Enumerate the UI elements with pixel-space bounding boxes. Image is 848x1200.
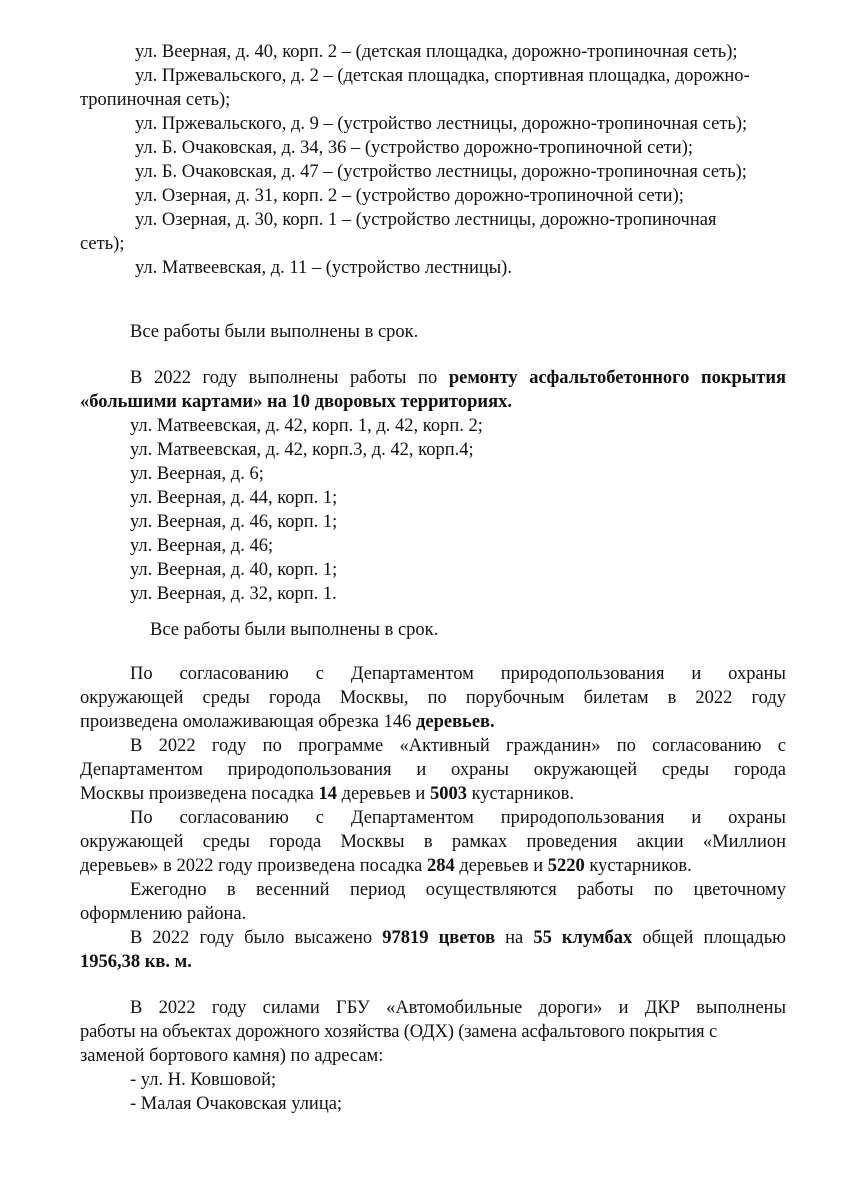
trim-paragraph-line: По согласованию с Департаментом природопользования и охраны: [130, 664, 786, 684]
address-line: ул. Озерная, д. 31, корп. 2 – (устройство дорожно-тропиночной сети);: [135, 186, 684, 206]
address-line: ул. Б. Очаковская, д. 34, 36 – (устройство дорожно-тропиночной сети);: [135, 138, 693, 158]
completion-note: Все работы были выполнены в срок.: [130, 322, 419, 342]
million-paragraph-line: деревьев» в 2022 году произведена посадка 284 деревьев и 5220 кустарников.: [80, 856, 692, 876]
flowers-paragraph-line: Ежегодно в весенний период осуществляются работы по цветочному: [130, 880, 786, 900]
address-line: ул. Веерная, д. 40, корп. 2 – (детская площадка, дорожно-тропиночная сеть);: [135, 42, 738, 62]
repair-paragraph-line: «большими картами» на 10 дворовых территориях.: [80, 392, 512, 412]
million-paragraph-line: По согласованию с Департаментом природопользования и охраны: [130, 808, 786, 828]
address-line-continuation: сеть);: [80, 234, 125, 254]
repair-address: ул. Веерная, д. 44, корп. 1;: [130, 488, 338, 508]
address-line: ул. Озерная, д. 30, корп. 1 – (устройство лестницы, дорожно-тропиночная: [135, 210, 717, 230]
beds-paragraph-line: В 2022 году было высажено 97819 цветов на 55 клумбах общей площадью: [130, 928, 786, 948]
repair-address: ул. Матвеевская, д. 42, корп.3, д. 42, корп.4;: [130, 440, 474, 460]
roads-paragraph-line: заменой бортового камня) по адресам:: [80, 1046, 384, 1066]
roads-address-item: - Малая Очаковская улица;: [130, 1094, 343, 1114]
trim-paragraph-line: окружающей среды города Москвы, по порубочным билетам в 2022 году: [80, 688, 786, 708]
active-paragraph-line: В 2022 году по программе «Активный гражданин» по согласованию с: [130, 736, 786, 756]
address-line: ул. Матвеевская, д. 11 – (устройство лестницы).: [135, 258, 512, 278]
repair-address: ул. Веерная, д. 46;: [130, 536, 274, 556]
repair-address: ул. Веерная, д. 6;: [130, 464, 264, 484]
roads-address-item: - ул. Н. Ковшовой;: [130, 1070, 277, 1090]
address-line: ул. Б. Очаковская, д. 47 – (устройство лестницы, дорожно-тропиночная сеть);: [135, 162, 747, 182]
repair-address: ул. Веерная, д. 46, корп. 1;: [130, 512, 338, 532]
repair-address: ул. Матвеевская, д. 42, корп. 1, д. 42, корп. 2;: [130, 416, 483, 436]
address-line: ул. Пржевальского, д. 2 – (детская площадка, спортивная площадка, дорожно-: [135, 66, 750, 86]
roads-paragraph-line: работы на объектах дорожного хозяйства (ОДХ) (замена асфальтового покрытия с: [80, 1022, 718, 1042]
active-paragraph-line: Департаментом природопользования и охраны окружающей среды города: [80, 760, 786, 780]
completion-note: Все работы были выполнены в срок.: [150, 620, 439, 640]
repair-address: ул. Веерная, д. 40, корп. 1;: [130, 560, 338, 580]
repair-paragraph-line: В 2022 году выполнены работы по ремонту асфальтобетонного покрытия: [130, 368, 787, 388]
million-paragraph-line: окружающей среды города Москвы в рамках проведения акции «Миллион: [80, 832, 786, 852]
address-line: ул. Пржевальского, д. 9 – (устройство лестницы, дорожно-тропиночная сеть);: [135, 114, 748, 134]
active-paragraph-line: Москвы произведена посадка 14 деревьев и 5003 кустарников.: [80, 784, 574, 804]
repair-address: ул. Веерная, д. 32, корп. 1.: [130, 584, 337, 604]
address-line-continuation: тропиночная сеть);: [80, 90, 231, 110]
beds-paragraph-line: 1956,38 кв. м.: [80, 952, 192, 972]
roads-paragraph-line: В 2022 году силами ГБУ «Автомобильные дороги» и ДКР выполнены: [130, 998, 786, 1018]
trim-paragraph-line: произведена омолаживающая обрезка 146 деревьев.: [80, 712, 495, 732]
flowers-paragraph-line: оформлению района.: [80, 904, 247, 924]
